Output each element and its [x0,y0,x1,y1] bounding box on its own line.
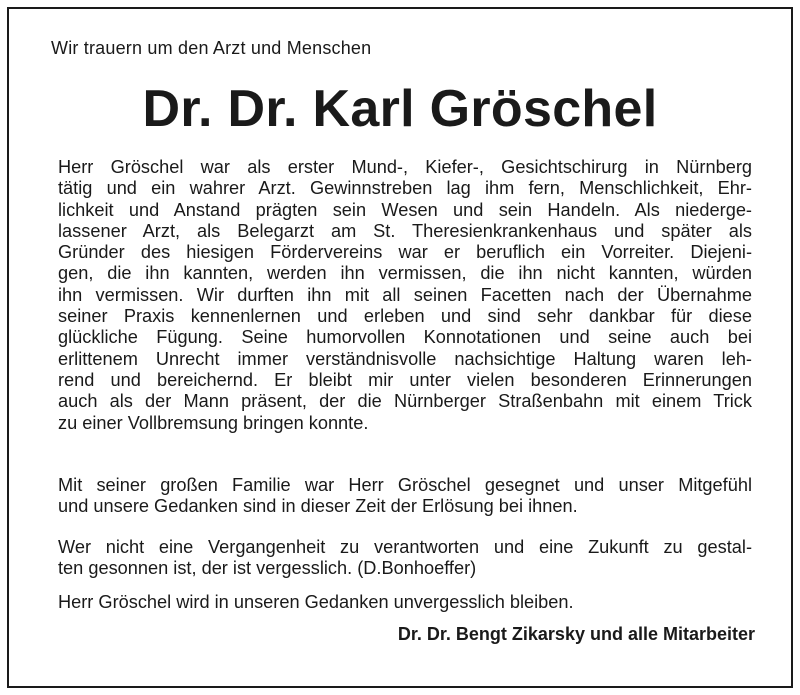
paragraph-quote [58,537,752,580]
text-line: Wer nicht eine Vergangenheit zu verantworten und eine Zukunft zu gestal- [58,537,752,557]
text-line: erlittenem Unrecht immer verständnisvolle nachsichtige Haltung waren leh- [58,348,752,369]
text-line: lichkeit und Anstand prägten sein Wesen und sein Handeln. Als niederge- [58,199,752,220]
text-line: tätig und ein wahrer Arzt. Gewinnstreben lag ihm fern, Menschlichkeit, Ehr- [58,178,752,199]
intro-line: Wir trauern um den Arzt und Menschen [51,38,372,58]
text-line: Mit seiner großen Familie war Herr Gröschel gesegnet und unser Mitgefühl [58,475,752,495]
deceased-name: Dr. Dr. Karl Gröschel [142,80,658,138]
text-line: rend und bereichernd. Er bleibt mir unter vielen besonderen Erinnerungen [58,369,752,390]
signature: Dr. Dr. Bengt Zikarsky und alle Mitarbeiter [397,624,755,644]
text-line: Gründer des hiesigen Fördervereins war er beruflich ein Vorreiter. Diejeni- [58,242,752,263]
paragraph-closing [58,592,752,613]
text-line: Herr Gröschel wird in unseren Gedanken unvergesslich bleiben. [58,592,574,612]
text-line: und unsere Gedanken sind in dieser Zeit der Erlösung bei ihnen. [58,496,578,517]
text-line: glückliche Fügung. Seine humorvollen Konnotationen und seine auch bei [58,327,752,348]
text-line: auch als der Mann präsent, der die Nürnberger Straßenbahn mit einem Trick [58,391,752,412]
text-line: Herr Gröschel war als erster Mund-, Kiefer-, Gesichtschirurg in Nürnberg [58,157,752,177]
text-line: zu einer Vollbremsung bringen konnte. [58,412,369,433]
paragraph-tribute [58,157,752,434]
text-line: ten gesonnen ist, der ist vergesslich. (D.Bonhoeffer) [58,558,477,579]
text-line: seiner Praxis kennenlernen und erleben und sind sehr dankbar für diese [58,306,752,327]
paragraph-family [58,475,752,518]
text-line: ihn vermissen. Wir durften ihn mit all seinen Facetten nach der Übernahme [58,284,752,305]
text-line: lassener Arzt, als Belegarzt am St. Theresienkrankenhaus und später als [58,220,752,241]
text-line: gen, die ihn kannten, werden ihn vermissen, die ihn nicht kannten, würden [58,263,752,284]
